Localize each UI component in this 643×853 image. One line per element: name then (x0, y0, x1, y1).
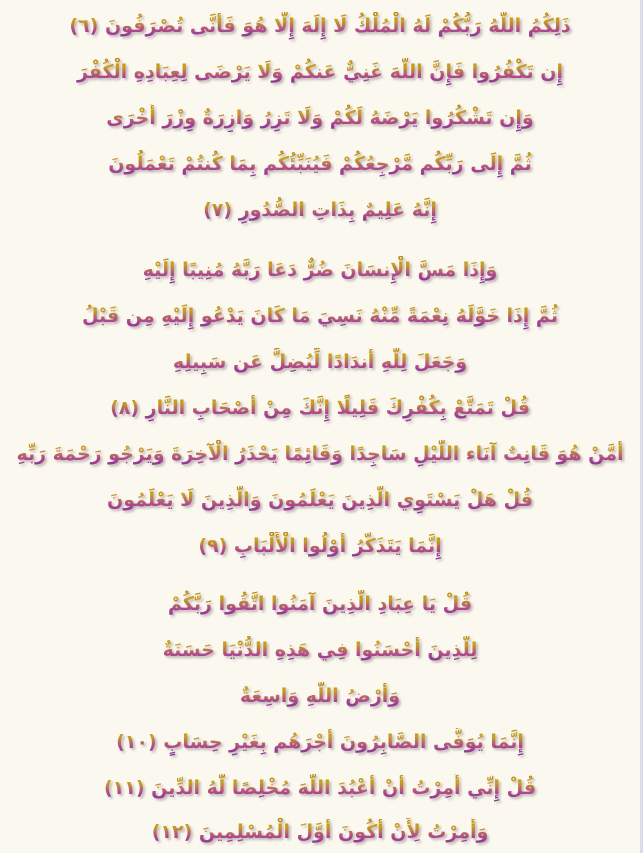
verse-line: ثُمَّ إِذَا خَوَّلَهُ نِعْمَةً مِّنْهُ نَسِيَ مَا كَانَ يَدْعُو إِلَيْهِ مِن قَبْلُ (0, 302, 640, 330)
verse-line: ذَلِكُمُ اللَّهُ رَبُّكُمْ لَهُ الْمُلْكُ لَا إِلَهَ إِلَّا هُوَ فَأَنَّى تُصْرَفُونَ (٦) (0, 12, 640, 40)
verse-line: إِنَّمَا يُوَفَّى الصَّابِرُونَ أَجْرَهُم بِغَيْرِ حِسَابٍ (١٠) (0, 728, 640, 756)
verse-line: لِلَّذِينَ أَحْسَنُوا فِي هَذِهِ الدُّنْيَا حَسَنَةٌ (0, 636, 640, 664)
verse-line: قُلْ تَمَتَّعْ بِكُفْرِكَ قَلِيلًا إِنَّكَ مِنْ أَصْحَابِ النَّارِ (٨) (0, 394, 640, 422)
verse-line: أَمَّنْ هُوَ قَانِتٌ آنَاء اللَّيْلِ سَاجِدًا وَقَائِمًا يَحْذَرُ الْآخِرَةَ وَيَرْجُو رَحْمَةَ رَبِّهِ (0, 440, 640, 468)
verse-line: وَأُمِرْتُ لِأَنْ أَكُونَ أَوَّلَ الْمُسْلِمِينَ (١٢) (0, 818, 640, 846)
verse-line: وَإِن تَشْكُرُوا يَرْضَهُ لَكُمْ وَلَا تَزِرُ وَازِرَةٌ وِزْرَ أُخْرَى (0, 104, 640, 132)
verse-line: قُلْ يَا عِبَادِ الَّذِينَ آمَنُوا اتَّقُوا رَبَّكُمْ (0, 590, 640, 618)
verse-line: إِنَّهُ عَلِيمٌ بِذَاتِ الصُّدُورِ (٧) (0, 196, 640, 224)
verse-line: ثُمَّ إِلَى رَبِّكُم مَّرْجِعُكُمْ فَيُنَبِّئُكُم بِمَا كُنتُمْ تَعْمَلُونَ (0, 150, 640, 178)
verse-line: إِن تَكْفُرُوا فَإِنَّ اللَّهَ غَنِيٌّ عَنكُمْ وَلَا يَرْضَى لِعِبَادِهِ الْكُفْرَ (0, 58, 640, 86)
verse-line: وَإِذَا مَسَّ الْإِنسَانَ ضُرٌّ دَعَا رَبَّهُ مُنِيبًا إِلَيْهِ (0, 256, 640, 284)
verse-line: إِنَّمَا يَتَذَكَّرُ أُوْلُوا الْأَلْبَابِ (٩) (0, 532, 640, 560)
verse-line: وَجَعَلَ لِلَّهِ أَندَادًا لِّيُضِلَّ عَن سَبِيلِهِ (0, 348, 640, 376)
verse-line: قُلْ هَلْ يَسْتَوِي الَّذِينَ يَعْلَمُونَ وَالَّذِينَ لَا يَعْلَمُونَ (0, 486, 640, 514)
verse-line: قُلْ إِنِّي أُمِرْتُ أَنْ أَعْبُدَ اللَّهَ مُخْلِصًا لَّهُ الدِّينَ (١١) (0, 774, 640, 802)
verse-line: وَأَرْضُ اللَّهِ وَاسِعَةٌ (0, 682, 640, 710)
